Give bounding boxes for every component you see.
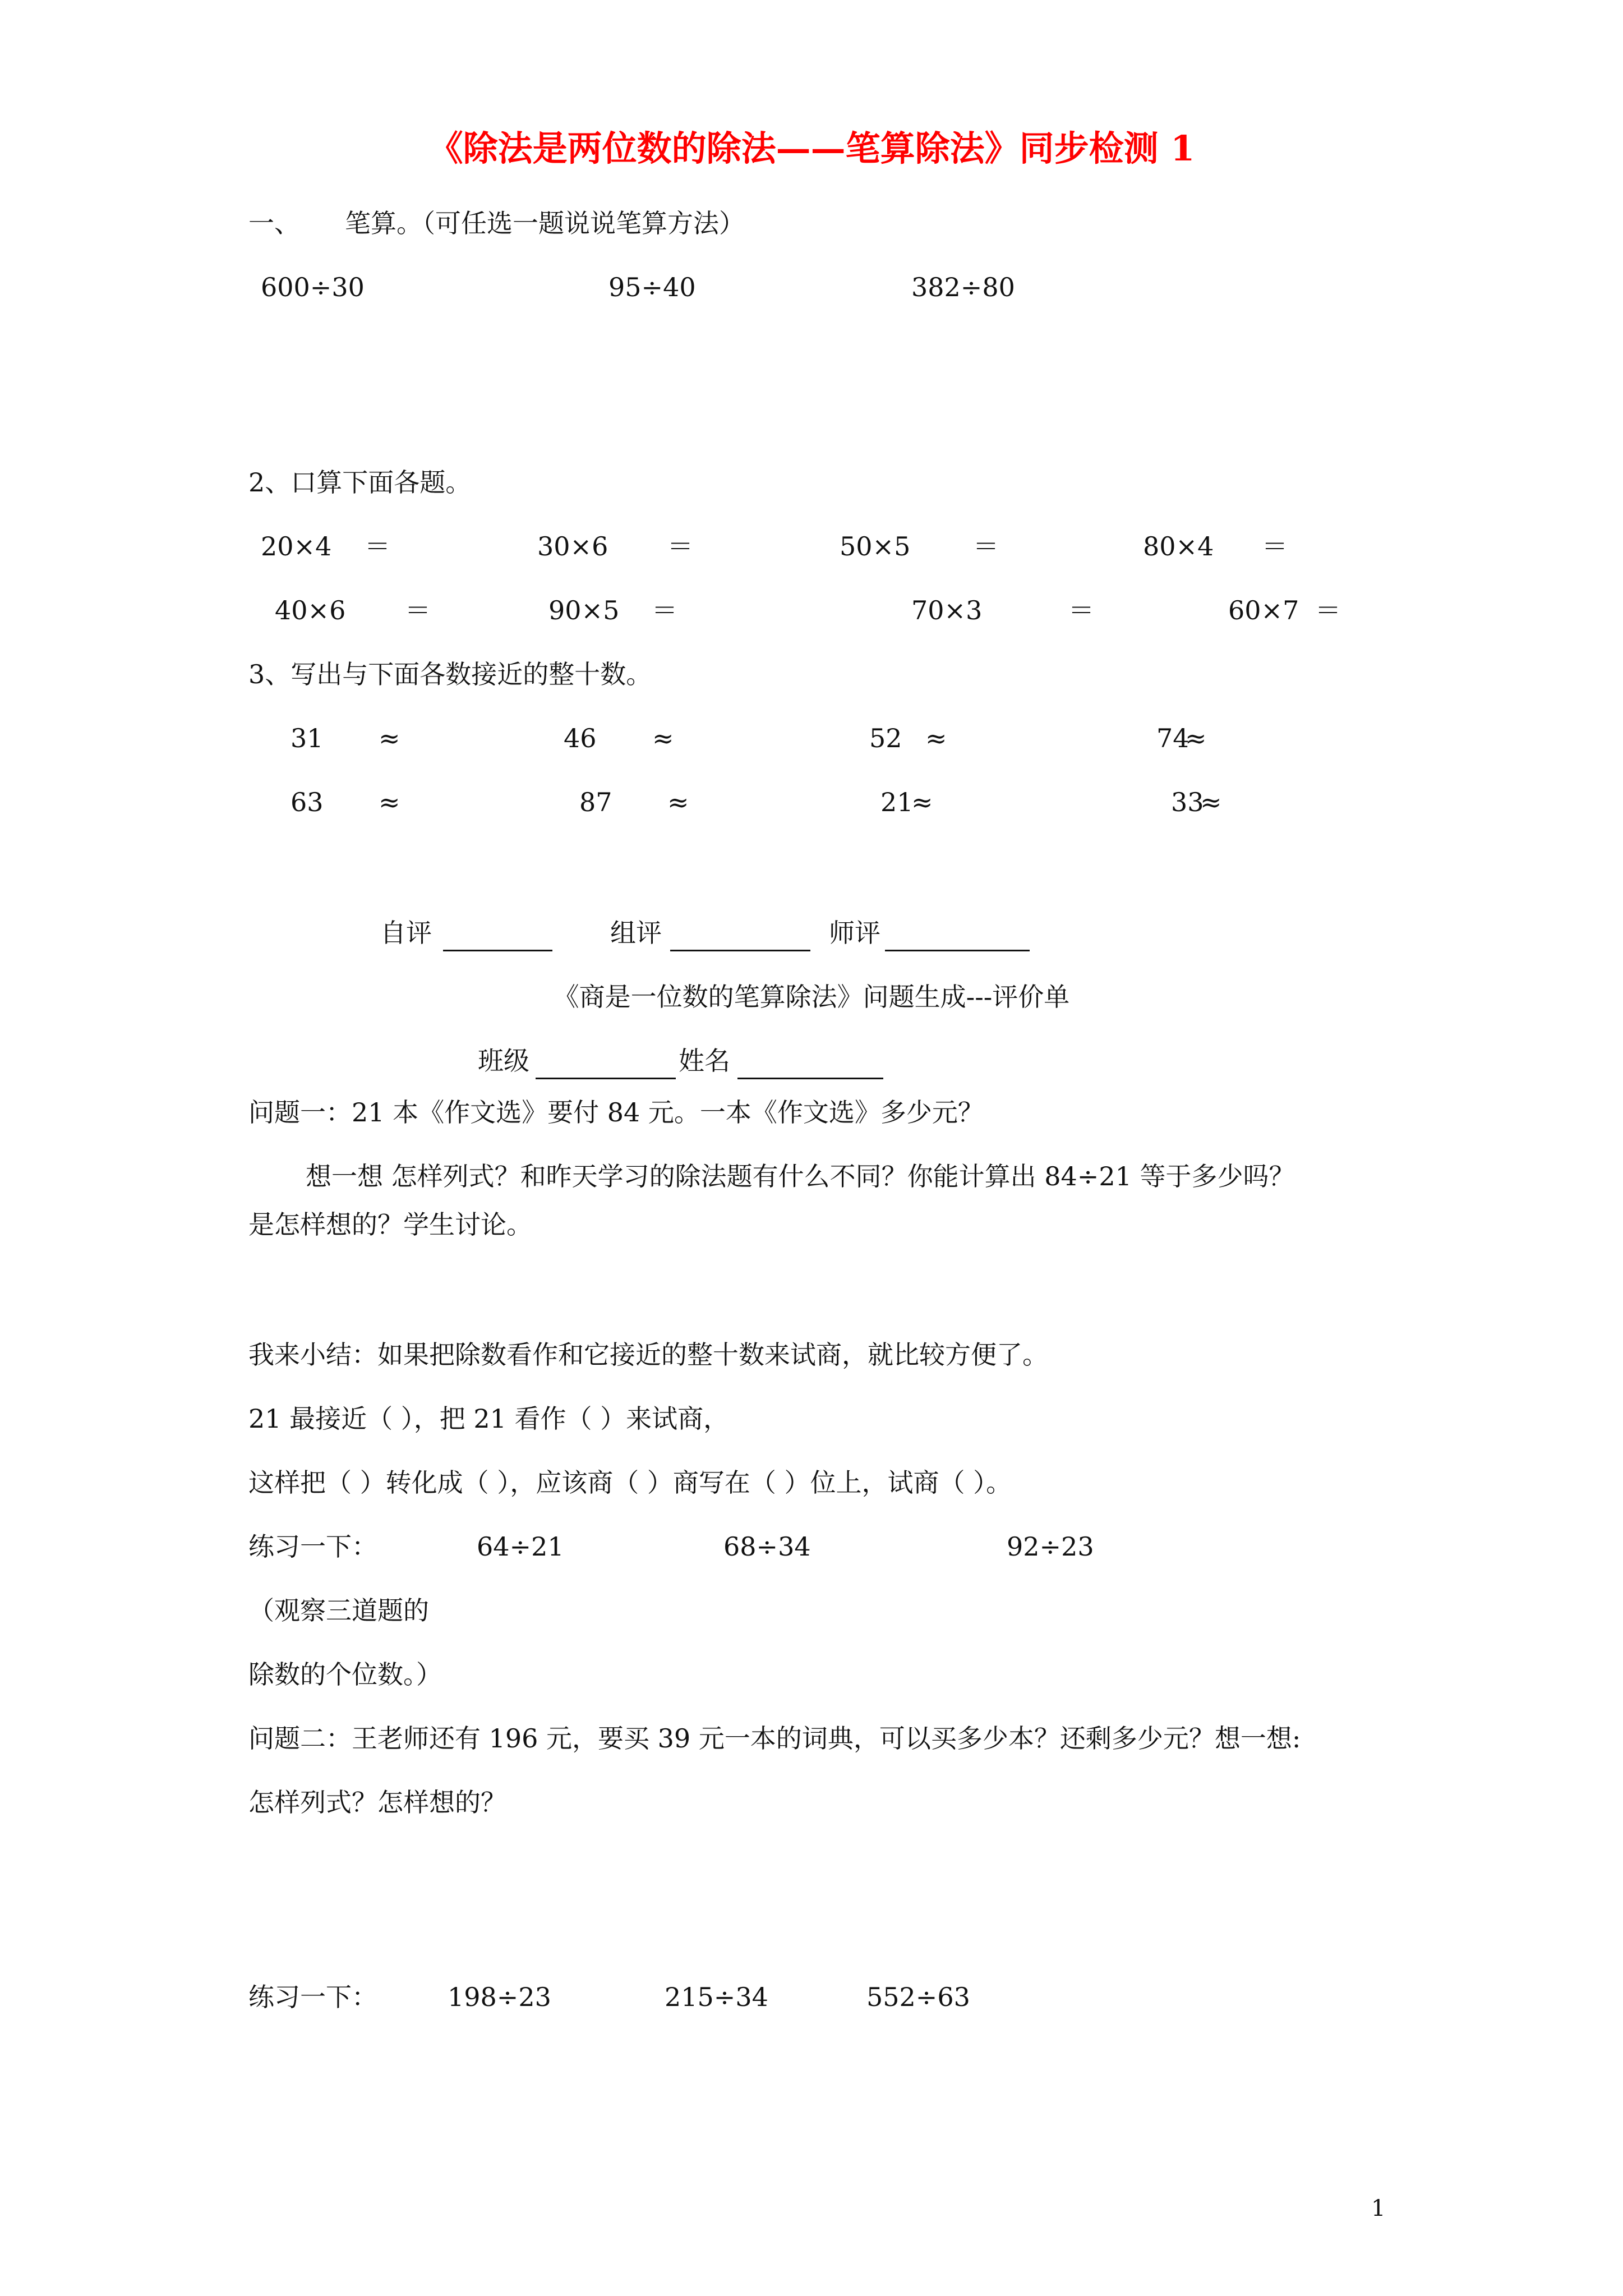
equals-sign: ＝ bbox=[973, 531, 999, 562]
equals-sign: ＝ bbox=[1068, 595, 1094, 625]
sheet-title: 《商是一位数的笔算除法》问题生成---评价单 bbox=[553, 982, 1070, 1012]
mental-calc-3: 50×5 bbox=[840, 531, 911, 562]
approx-sign: ≈ bbox=[911, 787, 933, 817]
round-number-7: 21 bbox=[880, 787, 914, 817]
question2-line-1: 问题二：王老师还有 196 元，要买 39 元一本的词典，可以买多少本？还剩多少元？想一想: bbox=[248, 1723, 1301, 1754]
equals-sign: ＝ bbox=[1315, 595, 1341, 625]
practice2-problem-3: 552÷63 bbox=[866, 1982, 970, 2012]
name-blank bbox=[737, 1051, 883, 1079]
approx-sign: ≈ bbox=[379, 723, 400, 753]
approx-sign: ≈ bbox=[1185, 723, 1207, 753]
practice1-note-1: （观察三道题的 bbox=[248, 1595, 429, 1626]
question2-line-2: 怎样列式？怎样想的？ bbox=[248, 1787, 506, 1818]
mental-calc-8: 60×7 bbox=[1228, 595, 1299, 625]
practice1-problem-2: 68÷34 bbox=[723, 1531, 811, 1562]
summary-line-1: 我来小结：如果把除数看作和它接近的整十数来试商，就比较方便了。 bbox=[248, 1340, 1048, 1370]
written-division-3: 382÷80 bbox=[911, 272, 1015, 302]
approx-sign: ≈ bbox=[1200, 787, 1222, 817]
approx-sign: ≈ bbox=[925, 723, 947, 753]
mental-calc-2: 30×6 bbox=[537, 531, 608, 562]
equals-sign: ＝ bbox=[1262, 531, 1288, 562]
round-number-3: 52 bbox=[869, 723, 902, 753]
equals-sign: ＝ bbox=[405, 595, 431, 625]
equals-sign: ＝ bbox=[667, 531, 693, 562]
section3-heading: 3、写出与下面各数接近的整十数。 bbox=[248, 659, 652, 689]
mental-calc-5: 40×6 bbox=[275, 595, 346, 625]
round-number-2: 46 bbox=[564, 723, 597, 753]
practice1-problem-1: 64÷21 bbox=[477, 1531, 564, 1562]
round-number-6: 87 bbox=[579, 787, 612, 817]
round-number-5: 63 bbox=[291, 787, 324, 817]
approx-sign: ≈ bbox=[652, 723, 674, 753]
name-label: 姓名 bbox=[679, 1046, 730, 1076]
section1-heading: 笔算。（可任选一题说说笔算方法） bbox=[345, 208, 745, 238]
summary-line-3: 这样把（ ）转化成（ ），应该商（ ）商写在（ ）位上，试商（ ）。 bbox=[248, 1467, 1012, 1498]
mental-calc-7: 70×3 bbox=[911, 595, 983, 625]
practice2-problem-1: 198÷23 bbox=[448, 1982, 551, 2012]
mental-calc-6: 90×5 bbox=[548, 595, 620, 625]
practice1-note-2: 除数的个位数。） bbox=[248, 1659, 442, 1690]
group-eval-blank bbox=[670, 923, 810, 951]
question1-think: 想一想 怎样列式？和昨天学习的除法题有什么不同？你能计算出 84÷21 等于多少吗？ bbox=[306, 1161, 1295, 1191]
approx-sign: ≈ bbox=[379, 787, 400, 817]
written-division-2: 95÷40 bbox=[608, 272, 696, 302]
question1-text: 问题一：21 本《作文选》要付 84 元。一本《作文选》多少元？ bbox=[248, 1097, 984, 1128]
mental-calc-1: 20×4 bbox=[261, 531, 332, 562]
teacher-eval-label: 师评 bbox=[829, 918, 880, 948]
approx-sign: ≈ bbox=[667, 787, 689, 817]
practice2-problem-2: 215÷34 bbox=[665, 1982, 768, 2012]
round-number-1: 31 bbox=[291, 723, 324, 753]
class-blank bbox=[536, 1051, 676, 1079]
section2-heading: 2、口算下面各题。 bbox=[248, 467, 472, 498]
teacher-eval-blank bbox=[885, 923, 1030, 951]
equals-sign: ＝ bbox=[365, 531, 390, 562]
summary-line-2: 21 最接近（ ），把 21 看作（ ）来试商， bbox=[248, 1404, 730, 1434]
written-division-1: 600÷30 bbox=[261, 272, 365, 302]
round-number-8: 33 bbox=[1171, 787, 1204, 817]
document-title: 《除法是两位数的除法——笔算除法》同步检测 1 bbox=[428, 128, 1195, 169]
practice1-label: 练习一下： bbox=[248, 1531, 377, 1562]
section1-number: 一、 bbox=[248, 208, 300, 238]
page-number: 1 bbox=[1371, 2196, 1386, 2221]
self-eval-label: 自评 bbox=[380, 918, 432, 948]
question1-think-cont: 是怎样想的？学生讨论。 bbox=[248, 1209, 532, 1240]
practice2-label: 练习一下： bbox=[248, 1982, 377, 2012]
class-label: 班级 bbox=[478, 1046, 529, 1076]
self-eval-blank bbox=[443, 923, 552, 951]
round-number-4: 74 bbox=[1156, 723, 1189, 753]
equals-sign: ＝ bbox=[652, 595, 677, 625]
group-eval-label: 组评 bbox=[610, 918, 662, 948]
mental-calc-4: 80×4 bbox=[1143, 531, 1214, 562]
practice1-problem-3: 92÷23 bbox=[1007, 1531, 1094, 1562]
